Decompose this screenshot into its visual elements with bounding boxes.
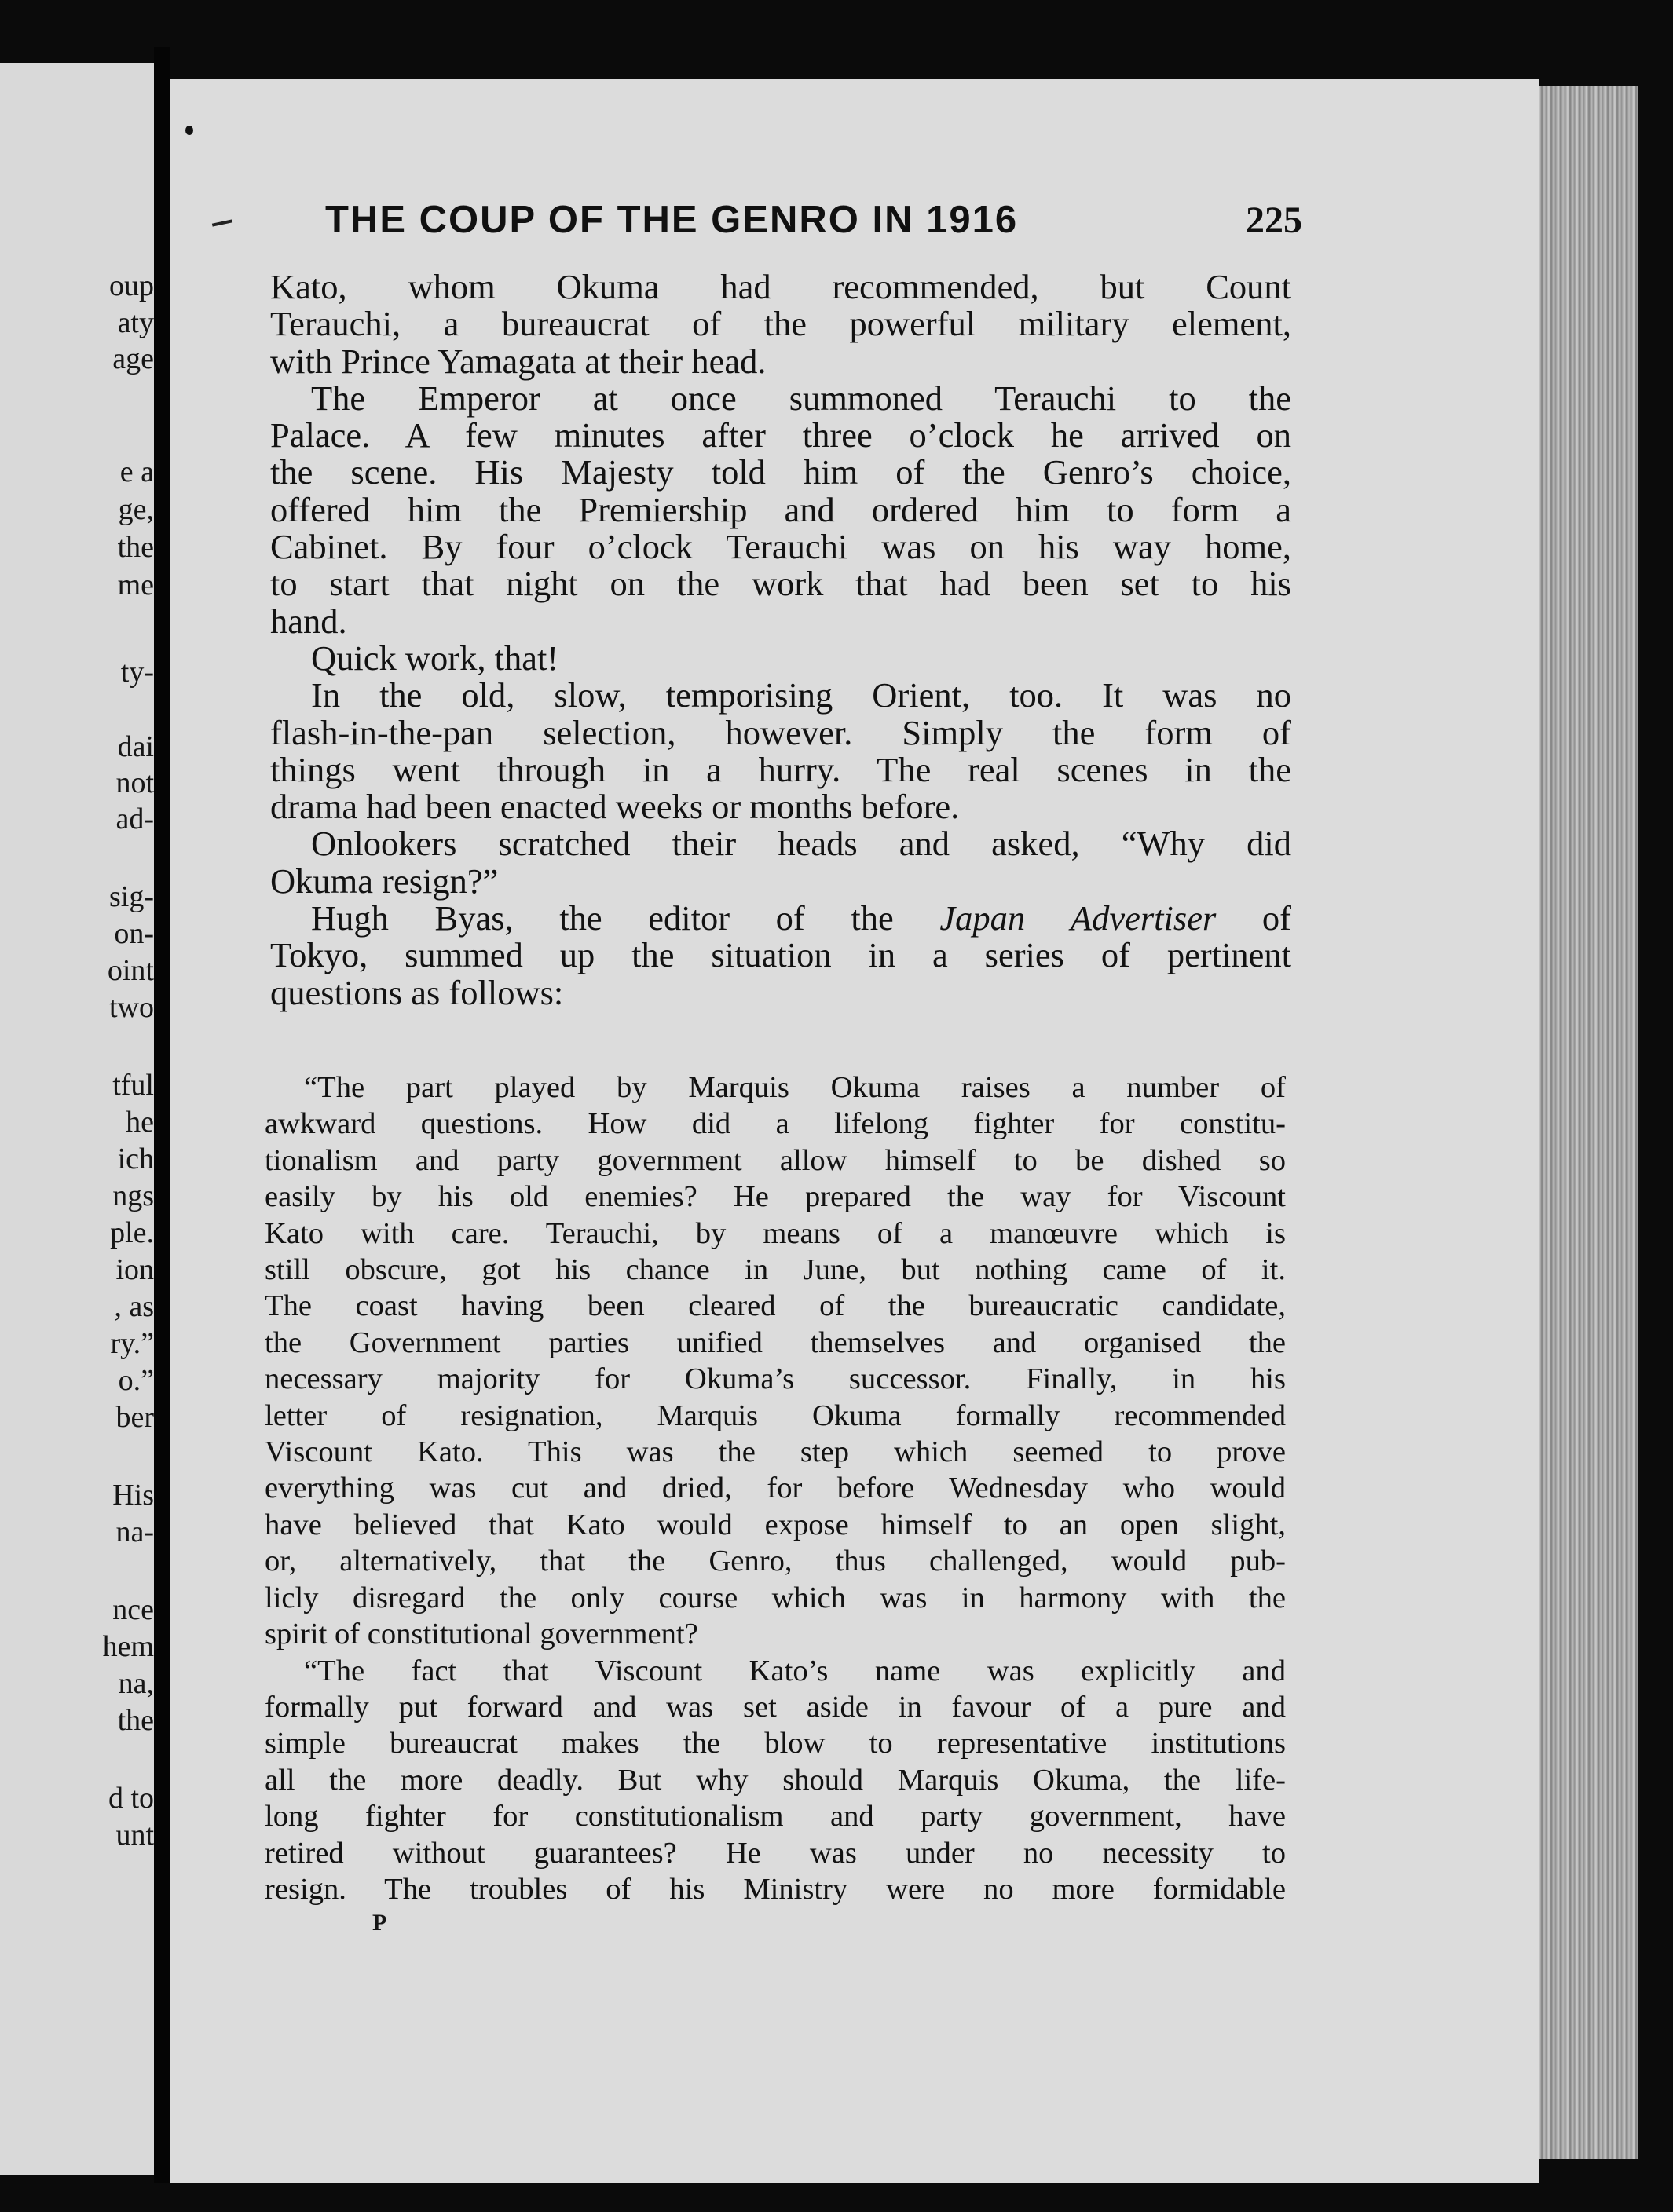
previous-page-fragment: oup xyxy=(109,269,154,302)
previous-page-fragment: ry.” xyxy=(110,1327,154,1360)
quote-line: awkward questions. How did a lifelong fighter for constitu- xyxy=(265,1107,1286,1141)
previous-page-fragment: tful xyxy=(112,1069,154,1102)
text-line: Tokyo, summed up the situation in a series of pertinent xyxy=(270,935,1291,975)
previous-page-fragment: na- xyxy=(115,1515,154,1548)
text-line: Quick work, that! xyxy=(311,638,559,678)
previous-page-fragment: d to xyxy=(108,1782,154,1815)
quote-line: Viscount Kato. This was the step which seemed to prove xyxy=(265,1435,1286,1469)
text-line: to start that night on the work that had been set to his xyxy=(270,564,1291,604)
text-line: Terauchi, a bureaucrat of the powerful military element, xyxy=(270,304,1291,344)
previous-page-fragment: ngs xyxy=(112,1179,154,1212)
previous-page-edge xyxy=(0,63,154,2175)
book-gutter xyxy=(154,47,170,2183)
previous-page-fragment: , as xyxy=(114,1290,154,1323)
previous-page-fragment: ty- xyxy=(120,656,154,689)
previous-page-fragment: on- xyxy=(114,917,154,950)
previous-page-fragment: e a xyxy=(119,455,154,488)
previous-page-fragment: ad- xyxy=(115,803,154,835)
previous-page-fragment: the xyxy=(117,1704,154,1737)
text-line: Cabinet. By four o’clock Terauchi was on his way home, xyxy=(270,527,1291,567)
quote-line: Kato with care. Terauchi, by means of a manœuvre which is xyxy=(265,1216,1286,1250)
quote-line: or, alternatively, that the Genro, thus challenged, would pub- xyxy=(265,1545,1286,1578)
block-quote xyxy=(265,1069,1286,1907)
text-line: Palace. A few minutes after three o’clock he arrived on xyxy=(270,415,1291,455)
ink-speck xyxy=(185,126,193,135)
newspaper-title: Japan Advertiser xyxy=(939,898,1217,938)
text-line: things went through in a hurry. The real scenes in the xyxy=(270,749,1291,789)
previous-page-fragment: His xyxy=(112,1479,154,1512)
previous-page-fragment: ple. xyxy=(110,1216,154,1249)
page-number: 225 xyxy=(1246,199,1302,241)
quote-line: long fighter for constitutionalism and party government, have xyxy=(265,1800,1286,1834)
quote-line: licly disregard the only course which was in harmony with the xyxy=(265,1581,1286,1614)
text-line: Onlookers scratched their heads and asked, “Why did xyxy=(311,824,1291,864)
previous-page-fragment: not xyxy=(115,766,154,799)
quote-line: have believed that Kato would expose himself to an open slight, xyxy=(265,1508,1286,1541)
quote-line: The coast having been cleared of the bureaucratic candidate, xyxy=(265,1289,1286,1323)
text-line: questions as follows: xyxy=(270,972,564,1012)
text-line: Kato, whom Okuma had recommended, but Count xyxy=(270,267,1291,306)
previous-page-text-fragments xyxy=(0,63,154,2175)
previous-page-fragment: oint xyxy=(107,954,154,987)
text-line: flash-in-the-pan selection, however. Simply the form of xyxy=(270,712,1291,752)
previous-page-fragment: o.” xyxy=(118,1364,154,1397)
text-segment: of xyxy=(1261,898,1291,938)
previous-page-fragment: he xyxy=(126,1106,154,1139)
previous-page-fragment: dai xyxy=(117,730,154,763)
text-line xyxy=(270,900,1291,937)
previous-page-fragment: the xyxy=(117,531,154,564)
previous-page-fragment: age xyxy=(112,342,154,375)
quote-line: still obscure, got his chance in June, but nothing came of it. xyxy=(265,1253,1286,1287)
previous-page-fragment: ber xyxy=(115,1401,154,1434)
previous-page-fragment: two xyxy=(109,991,154,1024)
quote-line: necessary majority for Okuma’s successor. Finally, in his xyxy=(265,1362,1286,1396)
previous-page-fragment: aty xyxy=(117,306,154,339)
quote-line: spirit of constitutional government? xyxy=(265,1618,698,1651)
quote-line: the Government parties unified themselves and organised the xyxy=(265,1325,1286,1359)
quote-line: everything was cut and dried, for before Wednesday who would xyxy=(265,1472,1286,1505)
text-line: offered him the Premiership and ordered him to form a xyxy=(270,489,1291,529)
previous-page-fragment: ich xyxy=(117,1143,154,1175)
quote-line: all the more deadly. But why should Marquis Okuma, the life- xyxy=(265,1763,1286,1797)
previous-page-fragment: unt xyxy=(115,1819,154,1852)
quote-line: easily by his old enemies? He prepared the way for Viscount xyxy=(265,1180,1286,1214)
page-block-edge xyxy=(1528,86,1638,2159)
previous-page-fragment: ge, xyxy=(118,493,154,526)
previous-page-fragment: hem xyxy=(102,1630,154,1663)
quote-line: retired without guarantees? He was under no necessity to xyxy=(265,1836,1286,1870)
quote-line: formally put forward and was set aside in favour of a pure and xyxy=(265,1690,1286,1724)
text-line: the scene. His Majesty told him of the Genro’s choice, xyxy=(270,452,1291,492)
page-header xyxy=(325,198,1302,247)
text-line: Okuma resign?” xyxy=(270,861,499,901)
quote-line: “The part played by Marquis Okuma raises a number of xyxy=(304,1071,1286,1104)
body-text xyxy=(270,269,1291,1011)
text-line: drama had been enacted weeks or months before. xyxy=(270,787,960,827)
previous-page-fragment: sig- xyxy=(109,880,154,913)
quote-line: simple bureaucrat makes the blow to representative institutions xyxy=(265,1727,1286,1760)
previous-page-fragment: me xyxy=(117,569,154,601)
previous-page-fragment: na, xyxy=(118,1667,154,1700)
text-segment: Hugh Byas, the editor of the xyxy=(311,898,894,938)
quote-line: tionalism and party government allow himself to be dished so xyxy=(265,1143,1286,1177)
text-line: The Emperor at once summoned Terauchi to the xyxy=(311,378,1291,418)
text-line: In the old, slow, temporising Orient, too. It was no xyxy=(311,675,1291,715)
previous-page-fragment: nce xyxy=(112,1593,154,1626)
previous-page-fragment: ion xyxy=(115,1253,154,1286)
quote-line: “The fact that Viscount Kato’s name was explicitly and xyxy=(304,1654,1286,1687)
quote-line: resign. The troubles of his Ministry were no more formidable xyxy=(265,1872,1286,1906)
signature-mark: P xyxy=(372,1910,387,1936)
quote-line: letter of resignation, Marquis Okuma formally recommended xyxy=(265,1398,1286,1432)
running-head: THE COUP OF THE GENRO IN 1916 xyxy=(325,199,1019,241)
text-line: hand. xyxy=(270,601,347,641)
text-line: with Prince Yamagata at their head. xyxy=(270,341,767,381)
